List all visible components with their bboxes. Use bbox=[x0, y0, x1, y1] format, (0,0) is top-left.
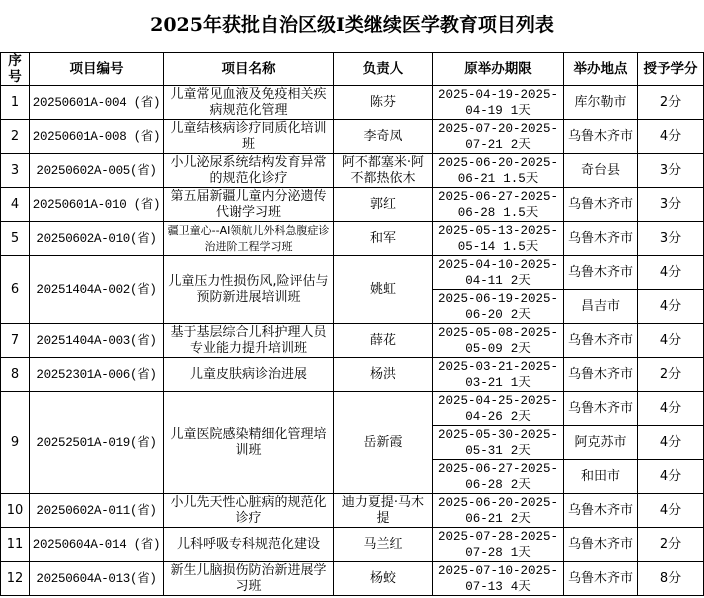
project-name: 小儿泌尿系统结构发育异常的规范化诊疗 bbox=[164, 154, 334, 188]
period-days: 2天 bbox=[510, 511, 531, 526]
project-code: 20250604A-013(省) bbox=[30, 562, 164, 596]
col-header-name: 项目名称 bbox=[164, 53, 334, 86]
period-dates: 2025-04-19-2025-04-19 bbox=[437, 87, 559, 118]
period-dates: 2025-05-08-2025-05-09 bbox=[437, 325, 559, 356]
period-days: 1.5天 bbox=[503, 205, 539, 220]
session-period bbox=[433, 120, 564, 154]
period-dates: 2025-07-20-2025-07-21 bbox=[437, 121, 559, 152]
project-leader: 李奇凤 bbox=[334, 120, 433, 154]
project-code: 20250601A-004 (省) bbox=[30, 86, 164, 120]
table-row bbox=[1, 120, 704, 154]
table-row bbox=[1, 358, 704, 392]
project-leader: 薛花 bbox=[334, 324, 433, 358]
row-number: 12 bbox=[1, 562, 30, 596]
project-code: 20250601A-008 (省) bbox=[30, 120, 164, 154]
project-code: 20250604A-014 (省) bbox=[30, 528, 164, 562]
project-name: 儿童压力性损伤风,险评估与预防新进展培训班 bbox=[164, 256, 334, 324]
session-place: 乌鲁木齐市 bbox=[564, 324, 638, 358]
session-period bbox=[433, 460, 564, 494]
session-period bbox=[433, 290, 564, 324]
session-place: 库尔勒市 bbox=[564, 86, 638, 120]
session-period bbox=[433, 324, 564, 358]
project-name: 儿童皮肤病诊治进展 bbox=[164, 358, 334, 392]
session-credit: 4分 bbox=[638, 324, 704, 358]
row-number: 3 bbox=[1, 154, 30, 188]
session-period bbox=[433, 358, 564, 392]
table-row bbox=[1, 494, 704, 528]
table-row bbox=[1, 256, 704, 290]
session-place: 乌鲁木齐市 bbox=[564, 222, 638, 256]
session-period bbox=[433, 86, 564, 120]
project-leader: 郭红 bbox=[334, 188, 433, 222]
session-place: 乌鲁木齐市 bbox=[564, 494, 638, 528]
session-period bbox=[433, 392, 564, 426]
period-days: 1天 bbox=[510, 545, 531, 560]
period-dates: 2025-05-30-2025-05-31 bbox=[437, 427, 559, 458]
project-leader: 杨蛟 bbox=[334, 562, 433, 596]
project-name: 新生儿脑损伤防治新进展学习班 bbox=[164, 562, 334, 596]
session-period bbox=[433, 222, 564, 256]
period-dates: 2025-07-10-2025-07-13 bbox=[437, 563, 559, 594]
project-code: 20252301A-006(省) bbox=[30, 358, 164, 392]
session-credit: 4分 bbox=[638, 256, 704, 290]
period-days: 4天 bbox=[510, 579, 531, 594]
project-name: 基于基层综合儿科护理人员专业能力提升培训班 bbox=[164, 324, 334, 358]
session-credit: 4分 bbox=[638, 392, 704, 426]
session-period bbox=[433, 188, 564, 222]
session-credit: 4分 bbox=[638, 494, 704, 528]
session-place: 乌鲁木齐市 bbox=[564, 358, 638, 392]
project-leader: 迪力夏提·马木提 bbox=[334, 494, 433, 528]
col-header-place: 举办地点 bbox=[564, 53, 638, 86]
session-place: 乌鲁木齐市 bbox=[564, 392, 638, 426]
row-number: 6 bbox=[1, 256, 30, 324]
project-leader: 阿不都塞米·阿不都热依木 bbox=[334, 154, 433, 188]
period-dates: 2025-06-20-2025-06-21 bbox=[437, 155, 559, 186]
row-number: 9 bbox=[1, 392, 30, 494]
period-days: 2天 bbox=[510, 443, 531, 458]
session-place: 昌吉市 bbox=[564, 290, 638, 324]
period-days: 2天 bbox=[510, 273, 531, 288]
session-place: 乌鲁木齐市 bbox=[564, 256, 638, 290]
session-place: 乌鲁木齐市 bbox=[564, 562, 638, 596]
period-days: 2天 bbox=[510, 137, 531, 152]
session-place: 乌鲁木齐市 bbox=[564, 188, 638, 222]
project-code: 20250602A-010(省) bbox=[30, 222, 164, 256]
session-place: 和田市 bbox=[564, 460, 638, 494]
project-code: 20250602A-011(省) bbox=[30, 494, 164, 528]
session-credit: 3分 bbox=[638, 222, 704, 256]
session-credit: 2分 bbox=[638, 358, 704, 392]
project-leader: 马兰红 bbox=[334, 528, 433, 562]
period-dates: 2025-06-27-2025-06-28 bbox=[437, 461, 559, 492]
row-number: 5 bbox=[1, 222, 30, 256]
project-code: 20252501A-019(省) bbox=[30, 392, 164, 494]
session-credit: 4分 bbox=[638, 426, 704, 460]
project-code: 20251404A-002(省) bbox=[30, 256, 164, 324]
col-header-credit: 授予学分 bbox=[638, 53, 704, 86]
project-name: 第五届新疆儿童内分泌遗传代谢学习班 bbox=[164, 188, 334, 222]
project-leader: 陈芬 bbox=[334, 86, 433, 120]
period-dates: 2025-06-20-2025-06-21 bbox=[437, 495, 559, 526]
row-number: 4 bbox=[1, 188, 30, 222]
session-credit: 3分 bbox=[638, 154, 704, 188]
table-row bbox=[1, 86, 704, 120]
project-code: 20250601A-010 (省) bbox=[30, 188, 164, 222]
row-number: 8 bbox=[1, 358, 30, 392]
session-period bbox=[433, 154, 564, 188]
session-credit: 4分 bbox=[638, 460, 704, 494]
row-number: 2 bbox=[1, 120, 30, 154]
project-code: 20250602A-005(省) bbox=[30, 154, 164, 188]
row-number: 11 bbox=[1, 528, 30, 562]
project-leader: 和军 bbox=[334, 222, 433, 256]
session-period bbox=[433, 426, 564, 460]
project-name: 疆卫童心--AI领航儿外科急腹症诊治进阶工程学习班 bbox=[164, 222, 334, 256]
period-days: 2天 bbox=[510, 307, 531, 322]
session-period bbox=[433, 494, 564, 528]
session-period bbox=[433, 528, 564, 562]
project-code: 20251404A-003(省) bbox=[30, 324, 164, 358]
period-days: 1天 bbox=[510, 375, 531, 390]
session-period bbox=[433, 256, 564, 290]
period-days: 2天 bbox=[510, 341, 531, 356]
session-credit: 4分 bbox=[638, 290, 704, 324]
period-dates: 2025-05-13-2025-05-14 bbox=[437, 223, 559, 254]
session-place: 乌鲁木齐市 bbox=[564, 528, 638, 562]
session-credit: 2分 bbox=[638, 528, 704, 562]
row-number: 1 bbox=[1, 86, 30, 120]
session-place: 奇台县 bbox=[564, 154, 638, 188]
project-table bbox=[0, 52, 704, 596]
period-dates: 2025-04-25-2025-04-26 bbox=[437, 393, 559, 424]
project-name: 儿童医院感染精细化管理培训班 bbox=[164, 392, 334, 494]
table-row bbox=[1, 528, 704, 562]
session-place: 阿克苏市 bbox=[564, 426, 638, 460]
period-dates: 2025-03-21-2025-03-21 bbox=[437, 359, 559, 390]
session-place: 乌鲁木齐市 bbox=[564, 120, 638, 154]
period-dates: 2025-04-10-2025-04-11 bbox=[437, 257, 559, 288]
table-row bbox=[1, 154, 704, 188]
session-credit: 8分 bbox=[638, 562, 704, 596]
table-row bbox=[1, 562, 704, 596]
project-leader: 杨洪 bbox=[334, 358, 433, 392]
period-days: 2天 bbox=[510, 409, 531, 424]
row-number: 7 bbox=[1, 324, 30, 358]
period-days: 1.5天 bbox=[503, 171, 539, 186]
project-leader: 姚虹 bbox=[334, 256, 433, 324]
col-header-period: 原举办期限 bbox=[433, 53, 564, 86]
table-header-row bbox=[1, 53, 704, 86]
project-leader: 岳新霞 bbox=[334, 392, 433, 494]
session-credit: 2分 bbox=[638, 86, 704, 120]
project-name: 儿童结核病诊疗同质化培训班 bbox=[164, 120, 334, 154]
row-number: 10 bbox=[1, 494, 30, 528]
table-row bbox=[1, 188, 704, 222]
table-row bbox=[1, 392, 704, 426]
project-name: 儿童常见血液及免疫相关疾病规范化管理 bbox=[164, 86, 334, 120]
project-name: 儿科呼吸专科规范化建设 bbox=[164, 528, 334, 562]
period-days: 1.5天 bbox=[503, 239, 539, 254]
col-header-leader: 负责人 bbox=[334, 53, 433, 86]
period-dates: 2025-06-19-2025-06-20 bbox=[437, 291, 559, 322]
col-header-code: 项目编号 bbox=[30, 53, 164, 86]
period-days: 2天 bbox=[510, 477, 531, 492]
period-dates: 2025-06-27-2025-06-28 bbox=[437, 189, 559, 220]
table-row bbox=[1, 324, 704, 358]
session-credit: 4分 bbox=[638, 120, 704, 154]
period-dates: 2025-07-28-2025-07-28 bbox=[437, 529, 559, 560]
session-period bbox=[433, 562, 564, 596]
session-credit: 3分 bbox=[638, 188, 704, 222]
period-days: 1天 bbox=[510, 103, 531, 118]
col-header-no: 序号 bbox=[1, 53, 30, 86]
project-name: 小儿先天性心脏病的规范化诊疗 bbox=[164, 494, 334, 528]
page-title: 2025年获批自治区级I类继续医学教育项目列表 bbox=[150, 14, 554, 36]
table-row bbox=[1, 222, 704, 256]
